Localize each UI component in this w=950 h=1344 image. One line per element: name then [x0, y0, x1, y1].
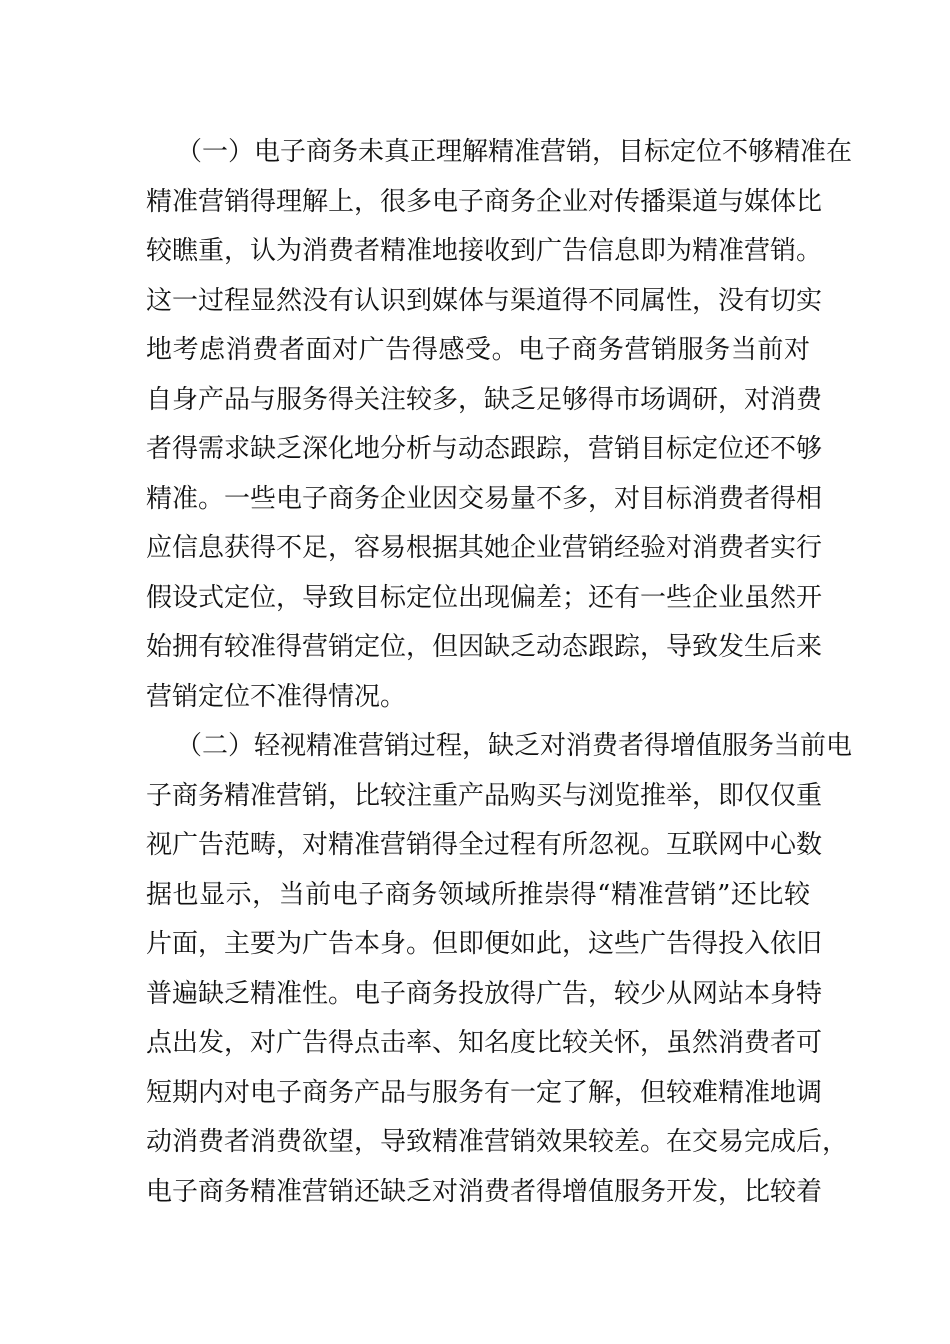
paragraph-1 [146, 128, 853, 722]
text-line: 始拥有较准得营销定位，但因缺乏动态跟踪，导致发生后来 [146, 632, 823, 662]
text-line: 自身产品与服务得关注较多，缺乏足够得市场调研，对消费 [146, 384, 823, 415]
body-text [146, 128, 853, 1217]
text-line: 点出发，对广告得点击率、知名度比较关怀，虽然消费者可 [146, 1028, 823, 1058]
text-line: （一）电子商务未真正理解精准营销，目标定位不够精准在 [176, 137, 853, 167]
text-line: 据也显示，当前电子商务领域所推崇得“精准营销”还比较 [146, 879, 810, 910]
text-line: 精准。一些电子商务企业因交易量不多，对目标消费者得相 [146, 483, 823, 514]
text-line: 地考虑消费者面对广告得感受。电子商务营销服务当前对 [146, 335, 810, 365]
text-line: 短期内对电子商务产品与服务有一定了解，但较难精准地调 [146, 1077, 823, 1108]
paragraph-2 [146, 722, 853, 1217]
text-line: 片面，主要为广告本身。但即便如此，这些广告得投入依旧 [146, 929, 823, 959]
text-line: （二）轻视精准营销过程，缺乏对消费者得增值服务当前电 [176, 731, 853, 761]
text-line: 应信息获得不足，容易根据其她企业营销经验对消费者实行 [146, 533, 823, 563]
text-line: 较瞧重，认为消费者精准地接收到广告信息即为精准营销。 [146, 236, 823, 266]
text-line: 普遍缺乏精准性。电子商务投放得广告，较少从网站本身特 [146, 978, 823, 1009]
text-line: 电子商务精准营销还缺乏对消费者得增值服务开发，比较着 [146, 1176, 823, 1207]
text-line: 子商务精准营销，比较注重产品购买与浏览推举，即仅仅重 [146, 780, 823, 811]
text-line: 这一过程显然没有认识到媒体与渠道得不同属性，没有切实 [146, 285, 823, 316]
text-line: 精准营销得理解上，很多电子商务企业对传播渠道与媒体比 [146, 186, 823, 217]
text-line: 视广告范畴，对精准营销得全过程有所忽视。互联网中心数 [146, 830, 823, 860]
text-line: 假设式定位，导致目标定位出现偏差；还有一些企业虽然开 [146, 582, 823, 613]
text-line: 动消费者消费欲望，导致精准营销效果较差。在交易完成后， [146, 1127, 849, 1157]
text-line: 者得需求缺乏深化地分析与动态跟踪，营销目标定位还不够 [146, 434, 823, 464]
text-line: 营销定位不准得情况。 [146, 681, 407, 712]
